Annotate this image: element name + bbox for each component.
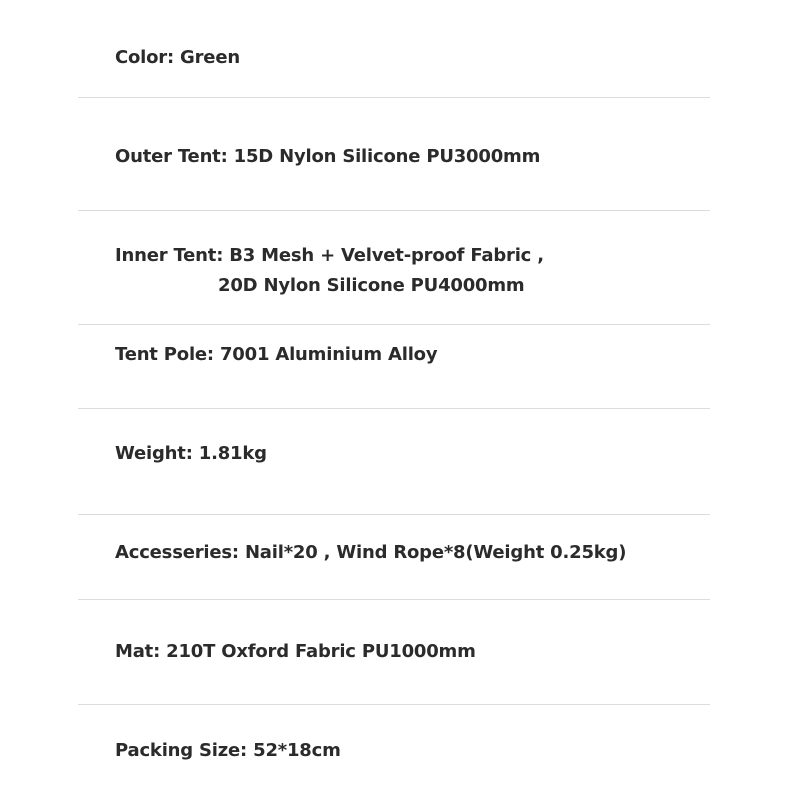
divider xyxy=(78,210,710,211)
spec-accessories: Accesseries: Nail*20 , Wind Rope*8(Weight 0.25kg) xyxy=(115,542,627,563)
divider xyxy=(78,408,710,409)
divider xyxy=(78,324,710,325)
spec-tent-pole: Tent Pole: 7001 Aluminium Alloy xyxy=(115,344,438,365)
spec-outer-tent: Outer Tent: 15D Nylon Silicone PU3000mm xyxy=(115,146,541,167)
spec-color: Color: Green xyxy=(115,47,240,68)
divider xyxy=(78,704,710,705)
divider xyxy=(78,97,710,98)
spec-inner-tent: Inner Tent: B3 Mesh + Velvet-proof Fabric , xyxy=(115,245,544,266)
divider xyxy=(78,514,710,515)
spec-inner-tent-continued: 20D Nylon Silicone PU4000mm xyxy=(218,275,525,296)
spec-mat: Mat: 210T Oxford Fabric PU1000mm xyxy=(115,641,476,662)
spec-weight: Weight: 1.81kg xyxy=(115,443,267,464)
divider xyxy=(78,599,710,600)
spec-packing-size: Packing Size: 52*18cm xyxy=(115,740,341,761)
